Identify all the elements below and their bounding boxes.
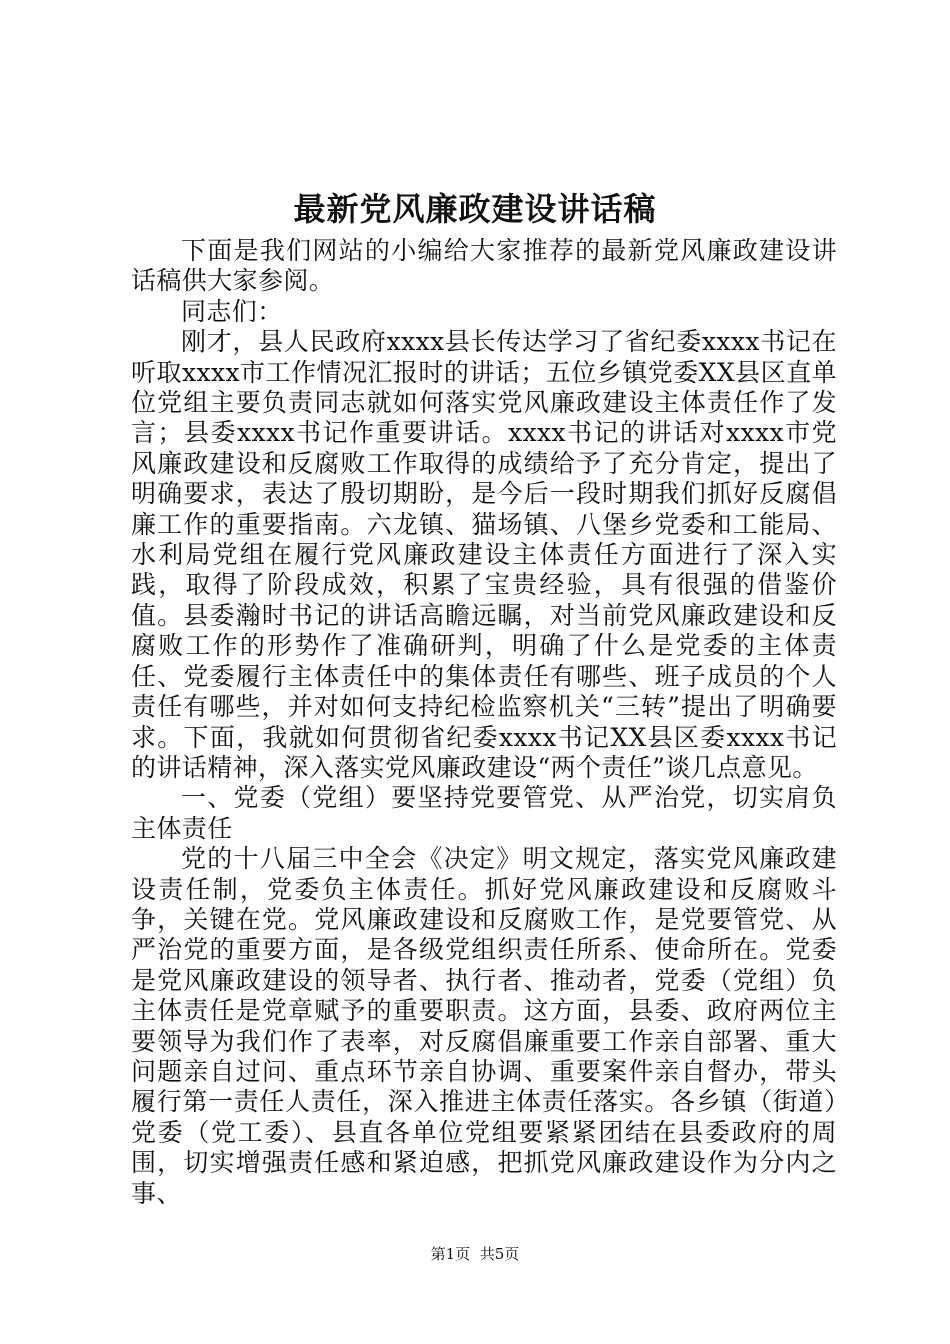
body-paragraph: 刚才，县人民政府xxxx县长传达学习了省纪委xxxx书记在听取xxxx市工作情况汇报时的讲话；五位乡镇党委XX县区直单位党组主要负责同志就如何落实党风廉政建设主体责任作了发言；县委xxxx书记作重要讲话。xxxx书记的讲话对xxxx市党风廉政建设和反腐败工作取得的成绩给予了充分肯定，提出了明确要求，表达了殷切期盼，是今后一段时期我们抓好反腐倡廉工作的重要指南。六龙镇、猫场镇、八堡乡党委和工能局、水利局党组在履行党风廉政建设主体责任方面进行了深入实践，取得了阶段成效，积累了宝贵经验，具有很强的借鉴价值。县委瀚时书记的讲话高瞻远瞩，对当前党风廉政建设和反腐败工作的形势作了准确研判，明确了什么是党委的主体责任、党委履行主体责任中的集体责任有哪些、班子成员的个人责任有哪些，并对如何支持纪检监察机关“三转”提出了明确要求。下面，我就如何贯彻省纪委xxxx书记XX县区委xxxx书记的讲话精神，深入落实党风廉政建设“两个责任”谈几点意见。: [131, 327, 837, 782]
body-paragraph: 党的十八届三中全会《决定》明文规定，落实党风廉政建设责任制，党委负主体责任。抓好党风廉政建设和反腐败斗争，关键在党。党风廉政建设和反腐败工作，是党要管党、从严治党的重要方面，是各级党组织责任所系、使命所在。党委是党风廉政建设的领导者、执行者、推动者，党委（党组）负主体责任是党章赋予的重要职责。这方面，县委、政府两位主要领导为我们作了表率，对反腐倡廉重要工作亲自部署、重大问题亲自过问、重点环节亲自协调、重要案件亲自督办，带头履行第一责任人责任，深入推进主体责任落实。各乡镇（街道）党委（党工委）、县直各单位党组要紧紧团结在县委政府的周围，切实增强责任感和紧迫感，把抓党风廉政建设作为分内之事、: [131, 844, 837, 1208]
page-footer: [0, 1244, 950, 1264]
intro-paragraph: 下面是我们网站的小编给大家推荐的最新党风廉政建设讲话稿供大家参阅。: [131, 236, 837, 296]
document-body: [131, 236, 837, 1209]
page-number: 第1页: [430, 1245, 471, 1263]
salutation: 同志们：: [181, 296, 283, 326]
section-heading: 一、党委（党组）要坚持党要管党、从严治党，切实肩负主体责任: [131, 783, 837, 843]
document-title: 最新党风廉政建设讲话稿: [293, 190, 657, 228]
page-total: 共5页: [479, 1245, 520, 1263]
